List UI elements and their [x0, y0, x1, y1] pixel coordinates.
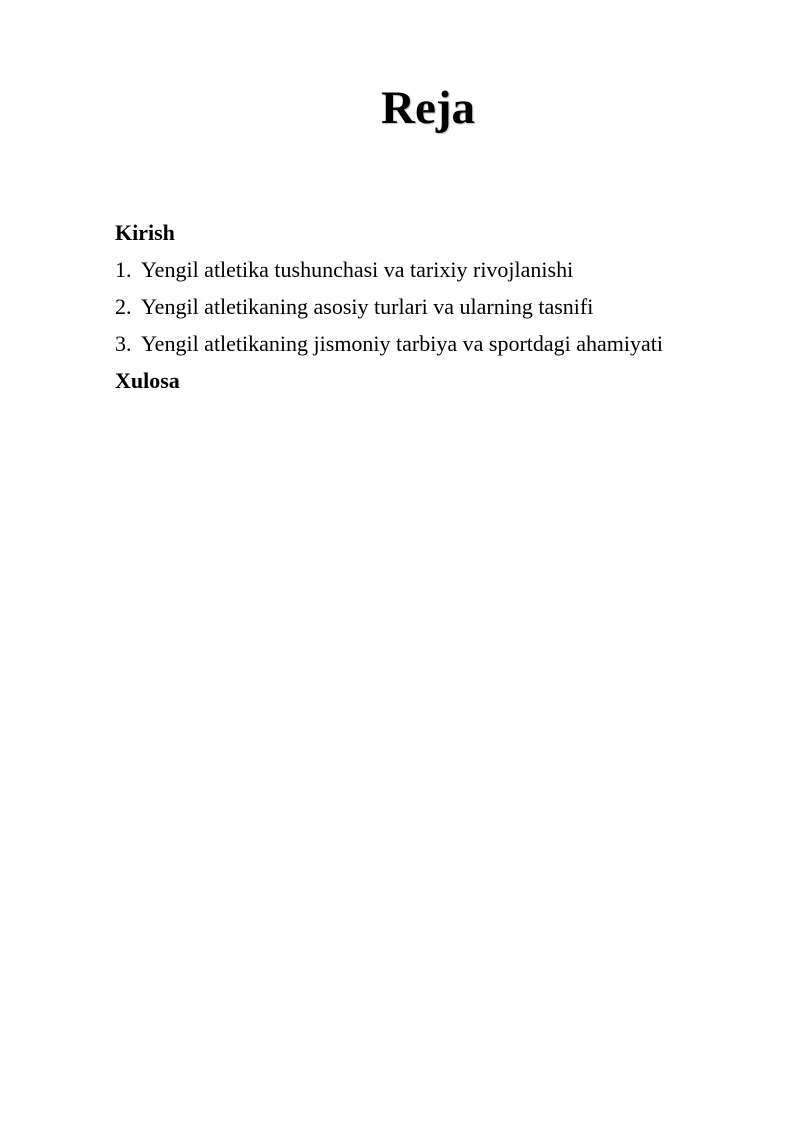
- plan-list: [115, 254, 755, 360]
- plan-item-1: [115, 254, 755, 286]
- plan-item-3: [115, 328, 755, 360]
- plan-item-number: 2.: [115, 294, 132, 319]
- plan-item-2: [115, 291, 755, 323]
- conclusion-heading: Xulosa: [115, 368, 180, 393]
- page-title: Reja: [381, 82, 475, 134]
- plan-item-number: 1.: [115, 257, 132, 282]
- plan-item-text: Yengil atletika tushunchasi va tarixiy rivojlanishi: [141, 257, 574, 282]
- plan-item-text: Yengil atletikaning asosiy turlari va ularning tasnifi: [141, 294, 594, 319]
- intro-heading: Kirish: [115, 220, 175, 245]
- plan-item-text: Yengil atletikaning jismoniy tarbiya va sportdagi ahamiyati: [141, 331, 664, 356]
- plan-item-number: 3.: [115, 331, 132, 356]
- plan-outline: [115, 217, 755, 402]
